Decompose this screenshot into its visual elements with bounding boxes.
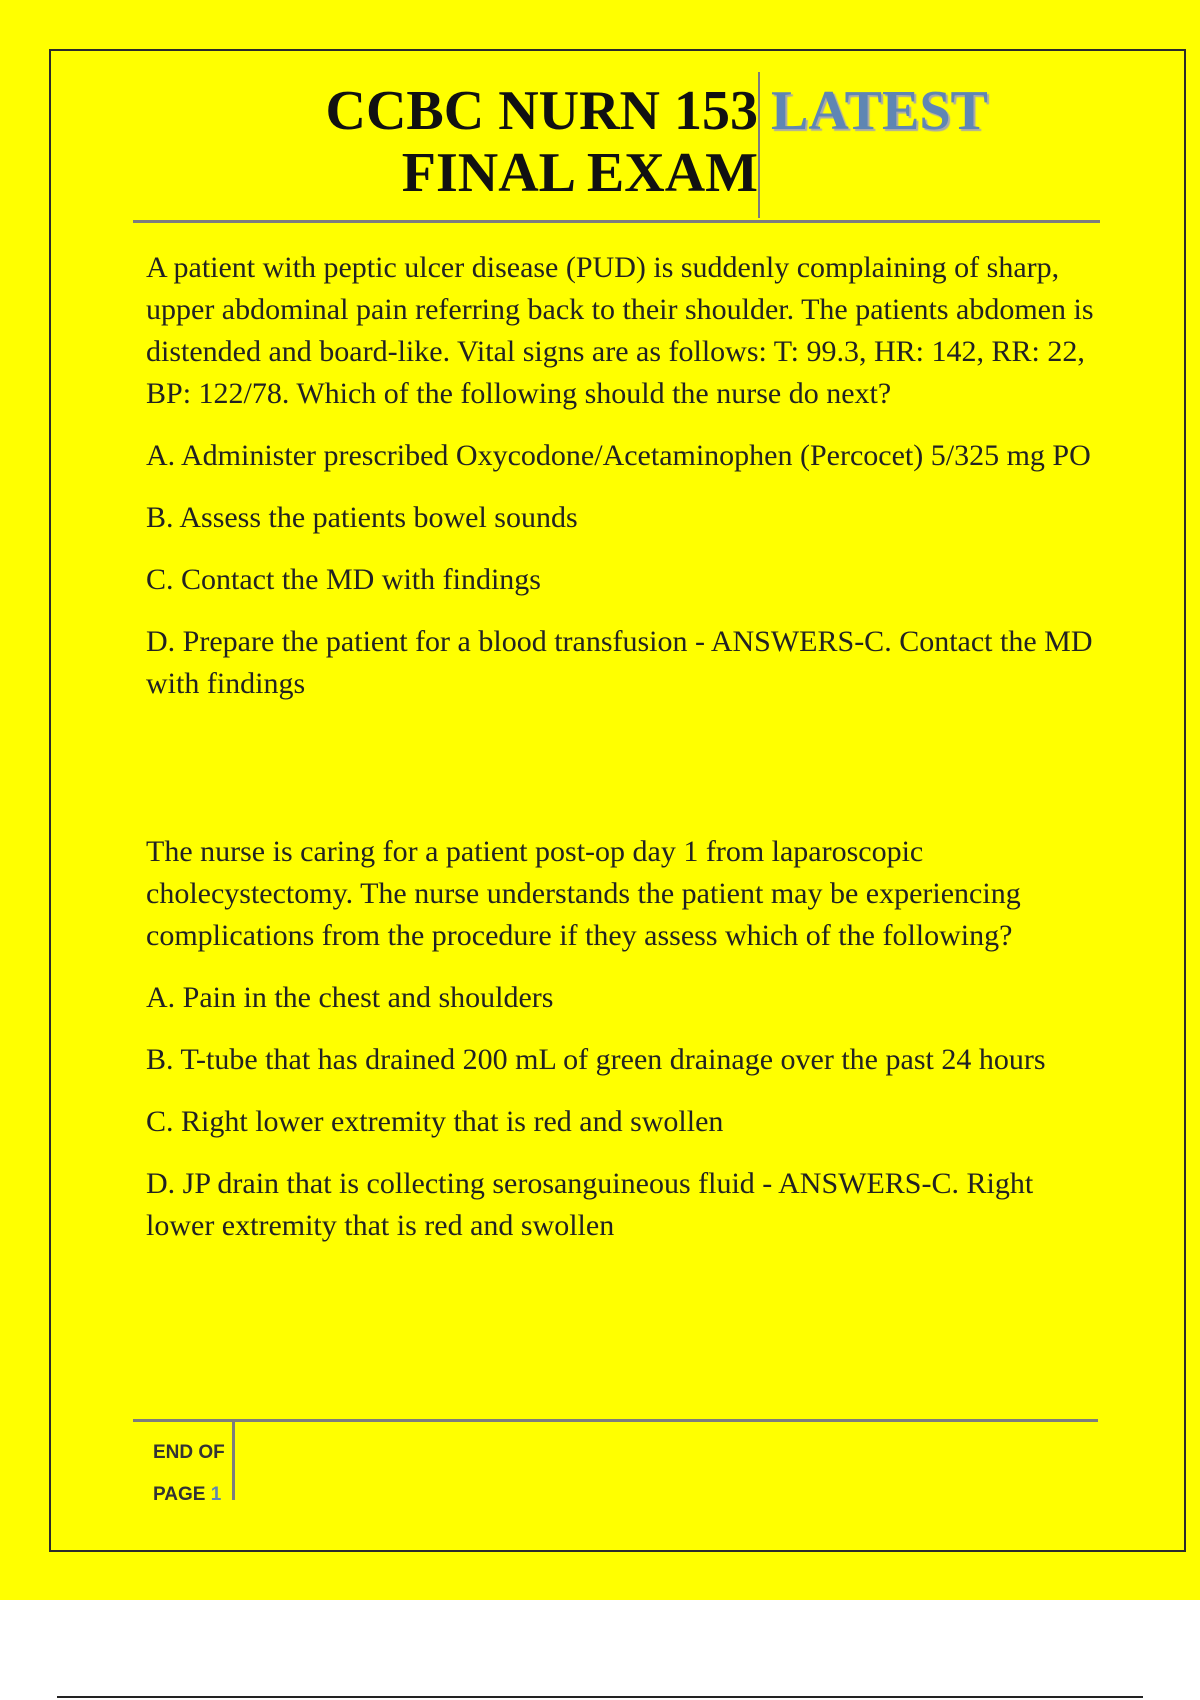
document-title	[133, 80, 758, 204]
answer-option: D. JP drain that is collecting serosanguineous fluid - ANSWERS-C. Right lower extremity that is red and swollen	[146, 1167, 1034, 1242]
title-line-1: CCBC NURN 153	[325, 80, 758, 142]
answer-option: A. Pain in the chest and shoulders	[146, 981, 554, 1014]
title-divider	[758, 72, 760, 218]
question-block	[146, 247, 1096, 705]
answer-option: B. Assess the patients bowel sounds	[146, 501, 578, 534]
question-list	[146, 247, 1096, 1267]
footer-divider	[232, 1422, 235, 1500]
answer-option: C. Right lower extremity that is red and swollen	[146, 1105, 724, 1138]
bottom-rule	[57, 1696, 1143, 1698]
title-tag: LATEST	[771, 80, 988, 142]
answer-option: A. Administer prescribed Oxycodone/Acetaminophen (Percocet) 5/325 mg PO	[146, 439, 1091, 472]
document-header	[133, 70, 1100, 223]
footer-line-2	[153, 1474, 225, 1516]
question-stem: A patient with peptic ulcer disease (PUD) is suddenly complaining of sharp, upper abdominal pain referring back to their shoulder. The patients abdomen is distended and board-like. Vital signs are as follows: T: 99.3, HR: 142, RR: 22, BP: 122/78. Which of the following should the nurse do next?	[146, 251, 1094, 410]
footer-page-label: PAGE	[153, 1484, 206, 1505]
title-line-2: FINAL EXAM	[401, 142, 758, 204]
question-spacer	[146, 725, 1096, 831]
question-block	[146, 831, 1096, 1247]
page-number: 1	[210, 1484, 222, 1505]
answer-option: D. Prepare the patient for a blood transfusion - ANSWERS-C. Contact the MD with findings	[146, 625, 1093, 700]
footer-line-1: END OF	[153, 1442, 225, 1463]
question-stem: The nurse is caring for a patient post-op day 1 from laparoscopic cholecystectomy. The nurse understands the patient may be experiencing complications from the procedure if they assess which of the following?	[146, 835, 1021, 952]
answer-option: C. Contact the MD with findings	[146, 563, 541, 596]
answer-option: B. T-tube that has drained 200 mL of green drainage over the past 24 hours	[146, 1043, 1046, 1076]
footer-label	[153, 1432, 225, 1516]
page-footer	[133, 1419, 1098, 1505]
